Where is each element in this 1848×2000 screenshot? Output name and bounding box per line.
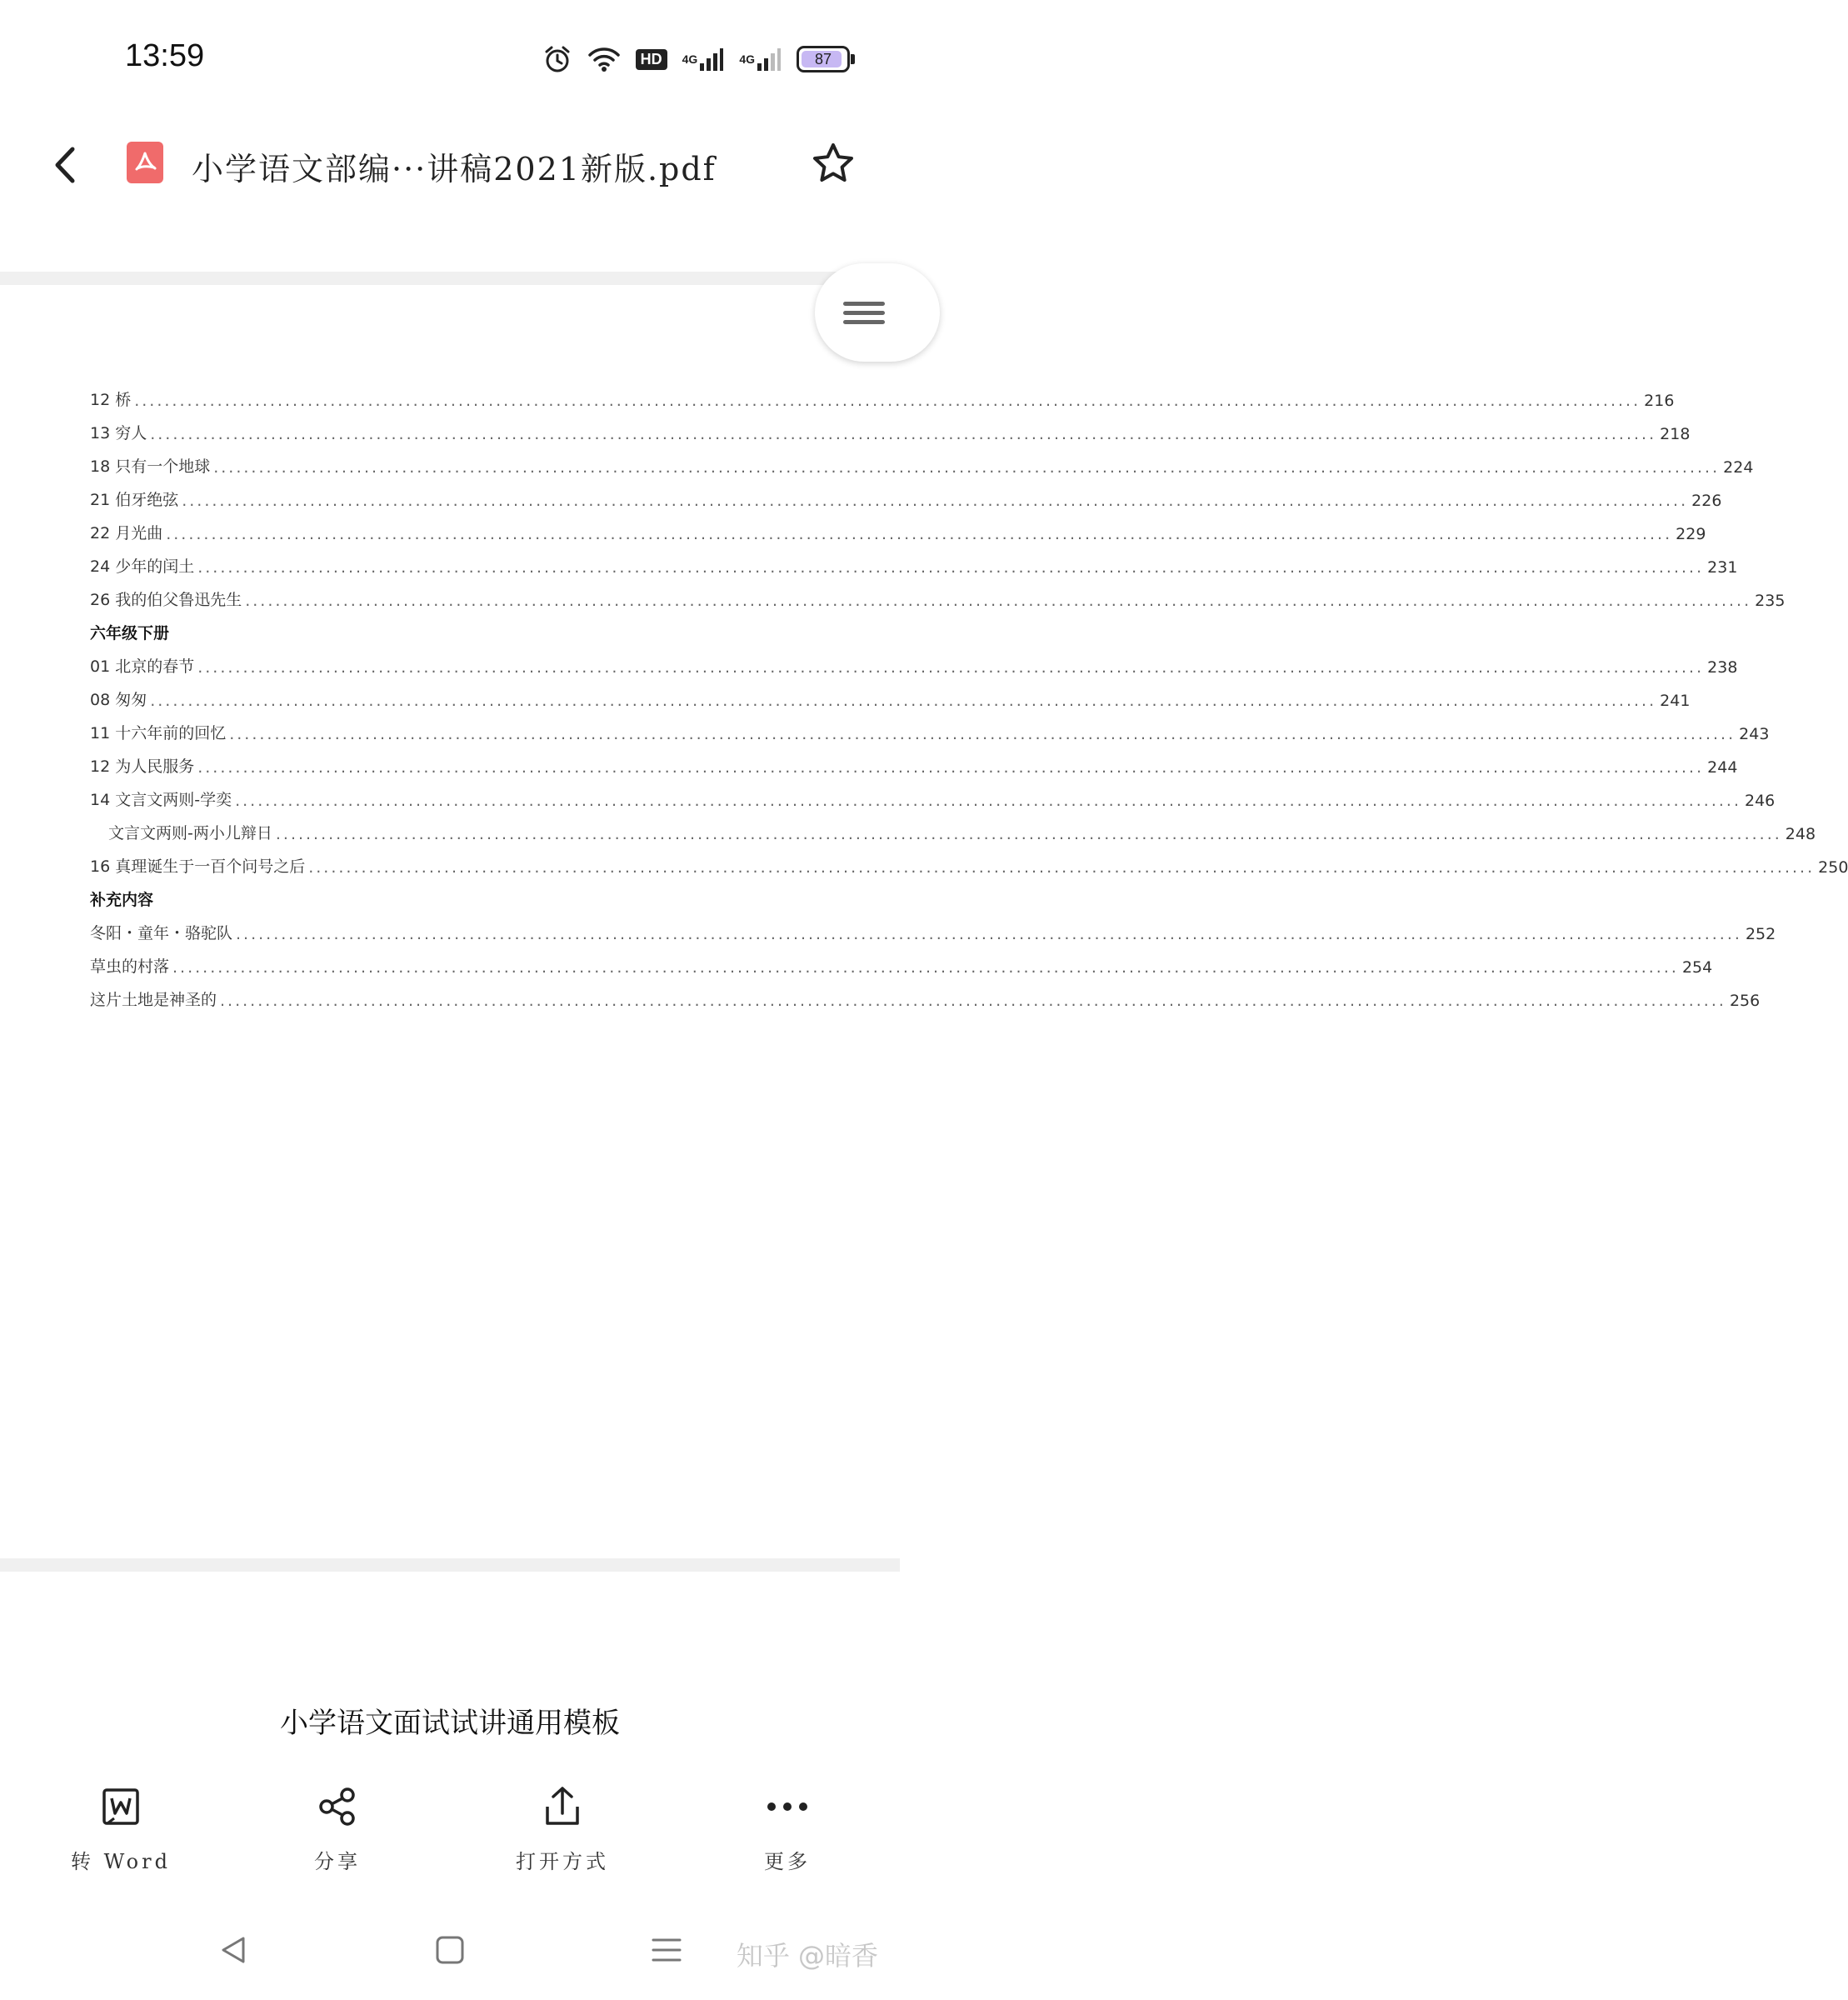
toc-entry[interactable] [90,543,1738,577]
chevron-left-icon [52,146,77,184]
recents-menu-icon [650,1933,683,1967]
toc-entry-title: 文言文两则-两小儿辩日 [108,824,272,842]
wifi-icon [587,45,621,73]
toc-entry-title: 这片土地是神圣的 [90,991,217,1009]
toc-entry[interactable] [90,677,1691,710]
battery-percent: 87 [814,50,832,68]
toc-entry-title: 14 文言文两则-学奕 [90,791,232,809]
toc-dot-leader: ........................................................................................................................................................................................................ [275,825,1782,843]
share-button[interactable] [254,1783,421,1874]
share-icon [314,1783,361,1830]
toc-dot-leader: ........................................................................................................................................................................................................ [172,958,1679,977]
toc-entry-title: 21 伯牙绝弦 [90,491,179,509]
toc-entry-title: 冬阳・童年・骆驼队 [90,924,233,942]
toc-entry-page: 238 [1707,658,1738,677]
status-icons [542,40,850,78]
hd-badge: HD [636,49,667,70]
toc-entry-title: 24 少年的闰土 [90,558,195,576]
toc-section-heading: 补充内容 [90,891,154,909]
toc-entry-title: 26 我的伯父鲁迅先生 [90,591,242,609]
toc-entry-title: 11 十六年前的回忆 [90,724,227,742]
convert-to-word-label: 转 Word [71,1850,171,1873]
toc-section-heading: 六年级下册 [90,624,170,642]
toc-dot-leader: ........................................................................................................................................................................................................ [197,758,1705,777]
toc-entry-page: 256 [1729,992,1761,1010]
toc-entry-title: 12 桥 [90,391,132,409]
pdf-file-icon [127,142,163,183]
toc-dot-leader: ........................................................................................................................................................................................................ [245,592,1752,610]
toc-entry-page: 229 [1676,525,1706,543]
toc-entry[interactable] [90,943,1713,977]
toc-entry-title: 18 只有一个地球 [90,458,211,476]
toc-entry-title: 13 穷人 [90,424,147,442]
toc-dot-leader: ........................................................................................................................................................................................................ [150,425,1657,443]
toc-entry[interactable] [90,777,1776,810]
nav-back-button[interactable] [208,1925,258,1975]
signal-icon-1 [682,47,725,72]
more-button[interactable] [704,1783,871,1874]
upload-icon [539,1783,586,1830]
bottom-toolbar [0,1767,900,1892]
toc-dot-leader: ........................................................................................................................................................................................................ [236,925,1742,943]
toc-entry-page: 216 [1644,392,1675,410]
back-button[interactable] [40,140,90,190]
toc-entry-page: 224 [1723,458,1754,477]
toc-entry-title: 22 月光曲 [90,524,163,542]
toc-dot-leader: ........................................................................................................................................................................................................ [220,992,1726,1010]
alarm-icon [542,44,572,74]
page-separator-top [0,272,900,285]
toc-entry-page: 235 [1755,592,1786,610]
network-type-label-1: 4G [682,52,698,66]
toc-entry[interactable] [90,443,1754,477]
toc-entry[interactable] [90,410,1691,443]
toc-dot-leader: ........................................................................................................................................................................................................ [213,458,1721,477]
toc-entry-page: 243 [1739,725,1770,743]
toc-dot-leader: ........................................................................................................................................................................................................ [308,858,1816,877]
toc-entry-title: 12 为人民服务 [90,758,195,776]
toc-entry-page: 252 [1745,925,1776,943]
toc-entry[interactable] [90,577,1786,610]
toc-entry-page: 226 [1691,492,1722,510]
favorite-button[interactable] [807,137,860,190]
toc-entry[interactable] [90,843,1848,877]
toc-entry[interactable] [90,743,1738,777]
toc-entry-page: 231 [1707,558,1738,577]
toc-entry-title: 草虫的村落 [90,958,170,976]
network-type-label-2: 4G [739,52,755,66]
title-bar [0,117,900,217]
toc-dot-leader: ........................................................................................................................................................................................................ [166,525,1673,543]
more-dots-icon [764,1783,811,1830]
outline-menu-button[interactable] [815,263,940,362]
nav-recents-button[interactable] [642,1925,692,1975]
toc-dot-leader: ........................................................................................................................................................................................................ [235,792,1741,810]
toc-entry[interactable] [90,910,1776,943]
star-icon [812,142,855,185]
toc-entry-title: 16 真理诞生于一百个问号之后 [90,858,306,876]
toc-entry[interactable] [90,477,1722,510]
toc-entry-page: 218 [1660,425,1691,443]
open-with-label: 打开方式 [516,1850,609,1873]
more-label: 更多 [764,1850,811,1873]
toc-entry-page: 246 [1745,792,1776,810]
status-time: 13:59 [125,38,205,73]
share-label: 分享 [314,1850,361,1873]
toc-entry[interactable] [90,510,1706,543]
signal-icon-2 [739,47,782,72]
document-title: 小学语文部编···讲稿2021新版.pdf [192,151,717,188]
toc-dot-leader: ........................................................................................................................................................................................................ [182,492,1689,510]
toc-dot-leader: ........................................................................................................................................................................................................ [197,558,1705,577]
toc-entry-title: 01 北京的春节 [90,658,195,676]
toc-entry-page: 254 [1681,958,1713,977]
watermark-text: 知乎 @暗香 [736,1940,878,1972]
battery-icon [797,46,850,72]
table-of-contents [90,377,1848,1010]
next-page-title: 小学语文面试试讲通用模板 [280,1707,620,1740]
nav-home-button[interactable] [425,1925,475,1975]
toc-entry[interactable] [90,377,1675,410]
toc-entry[interactable] [90,643,1738,677]
toc-dot-leader: ........................................................................................................................................................................................................ [150,692,1657,710]
convert-to-word-button[interactable] [37,1783,204,1874]
toc-entry[interactable] [90,710,1770,743]
toc-dot-leader: ........................................................................................................................................................................................................ [197,658,1705,677]
page-separator-bottom [0,1558,900,1572]
toc-entry[interactable] [90,810,1816,843]
triangle-back-icon [217,1933,250,1967]
toc-entry-title: 08 匆匆 [90,691,147,709]
status-bar [0,0,900,117]
word-convert-icon [97,1783,144,1830]
toc-dot-leader: ........................................................................................................................................................................................................ [229,725,1736,743]
toc-entry-page: 250 [1818,858,1848,877]
toc-dot-leader: ........................................................................................................................................................................................................ [134,392,1641,410]
toc-entry-page: 241 [1660,692,1691,710]
toc-entry[interactable] [90,977,1761,1010]
toc-entry-page: 244 [1707,758,1738,777]
open-with-button[interactable] [479,1783,646,1874]
toc-entry-page: 248 [1785,825,1816,843]
square-home-icon [433,1933,467,1967]
hamburger-icon [843,297,885,329]
